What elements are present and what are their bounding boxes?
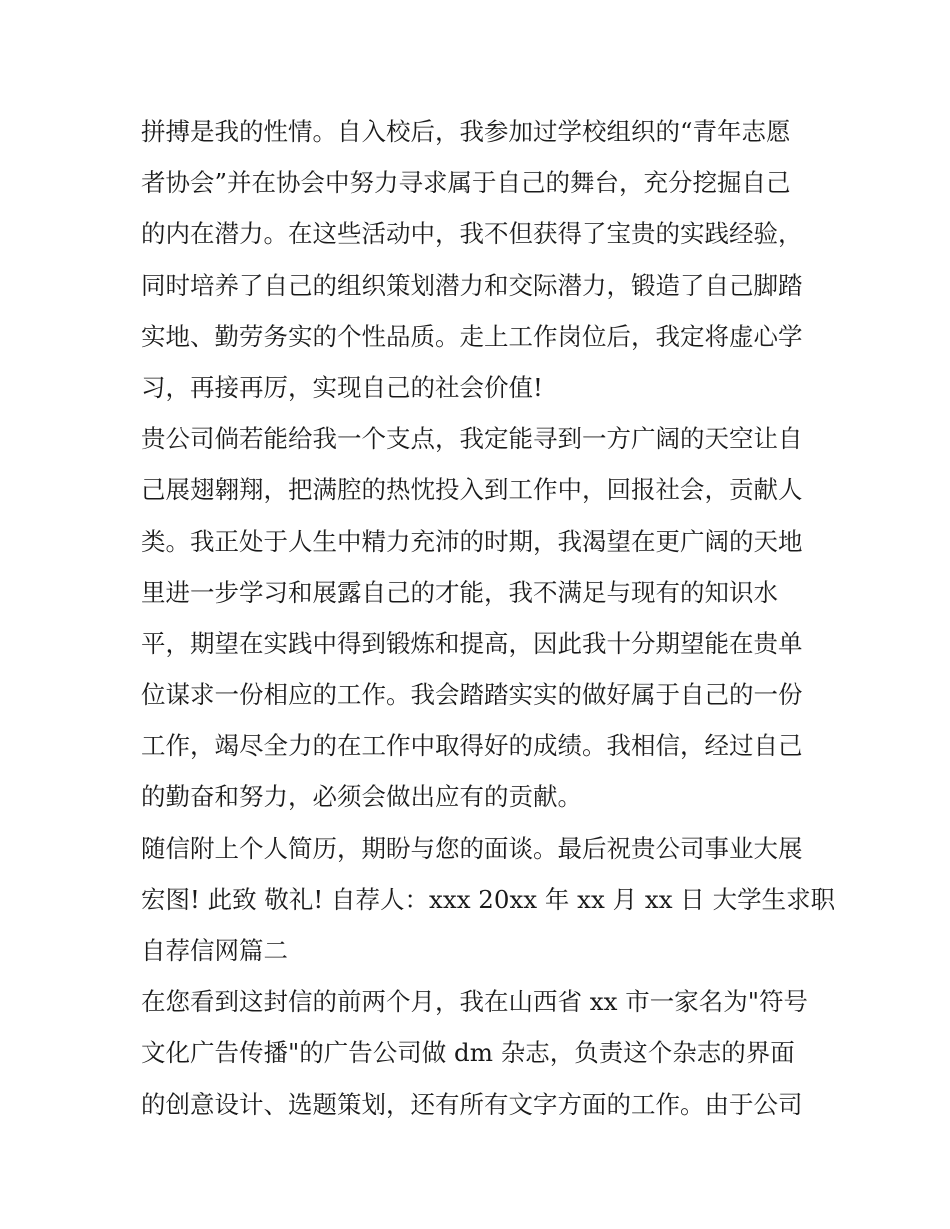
text-line: 者协会”并在协会中努力寻求属于自己的舞台，充分挖掘自己 <box>141 168 791 198</box>
text-line: 的勤奋和努力，必须会做出应有的贡献。 <box>141 782 582 812</box>
text-line: 同时培养了自己的组织策划潜力和交际潜力，锻造了自己脚踏 <box>141 270 803 300</box>
text-line: 宏图! 此致 敬礼! 自荐人：xxx 20xx 年 xx 月 xx 日 大学生求职 <box>141 884 836 914</box>
text-line: 实地、勤劳务实的个性品质。走上工作岗位后，我定将虚心学 <box>141 321 803 351</box>
text-line: 工作，竭尽全力的在工作中取得好的成绩。我相信，经过自己 <box>141 731 803 761</box>
text-line: 的内在潜力。在这些活动中，我不但获得了宝贵的实践经验， <box>141 219 803 249</box>
section-heading: 自荐信网篇二 <box>141 936 288 965</box>
text-line: 位谋求一份相应的工作。我会踏踏实实的做好属于自己的一份 <box>141 680 803 710</box>
text-line: 贵公司倘若能给我一个支点，我定能寻到一方广阔的天空让自 <box>141 424 803 454</box>
text-line: 在您看到这封信的前两个月，我在山西省 xx 市一家名为"符号 <box>141 987 808 1017</box>
text-line: 类。我正处于人生中精力充沛的时期，我渴望在更广阔的天地 <box>141 526 803 556</box>
text-line: 的创意设计、选题策划，还有所有文字方面的工作。由于公司 <box>141 1089 803 1119</box>
text-line: 习，再接再厉，实现自己的社会价值! <box>141 372 543 402</box>
text-line: 文化广告传播"的广告公司做 dm 杂志，负责这个杂志的界面 <box>141 1038 795 1068</box>
text-line: 平，期望在实践中得到锻炼和提高，因此我十分期望能在贵单 <box>141 628 803 658</box>
text-line: 己展翅翱翔，把满腔的热忱投入到工作中，回报社会，贡献人 <box>141 475 803 505</box>
letter-body <box>141 106 836 1130</box>
text-line: 里进一步学习和展露自己的才能，我不满足与现有的知识水 <box>141 577 778 607</box>
text-line: 随信附上个人简历，期盼与您的面谈。最后祝贵公司事业大展 <box>141 833 803 863</box>
text-line: 拼搏是我的性情。自入校后，我参加过学校组织的“青年志愿 <box>141 117 791 146</box>
